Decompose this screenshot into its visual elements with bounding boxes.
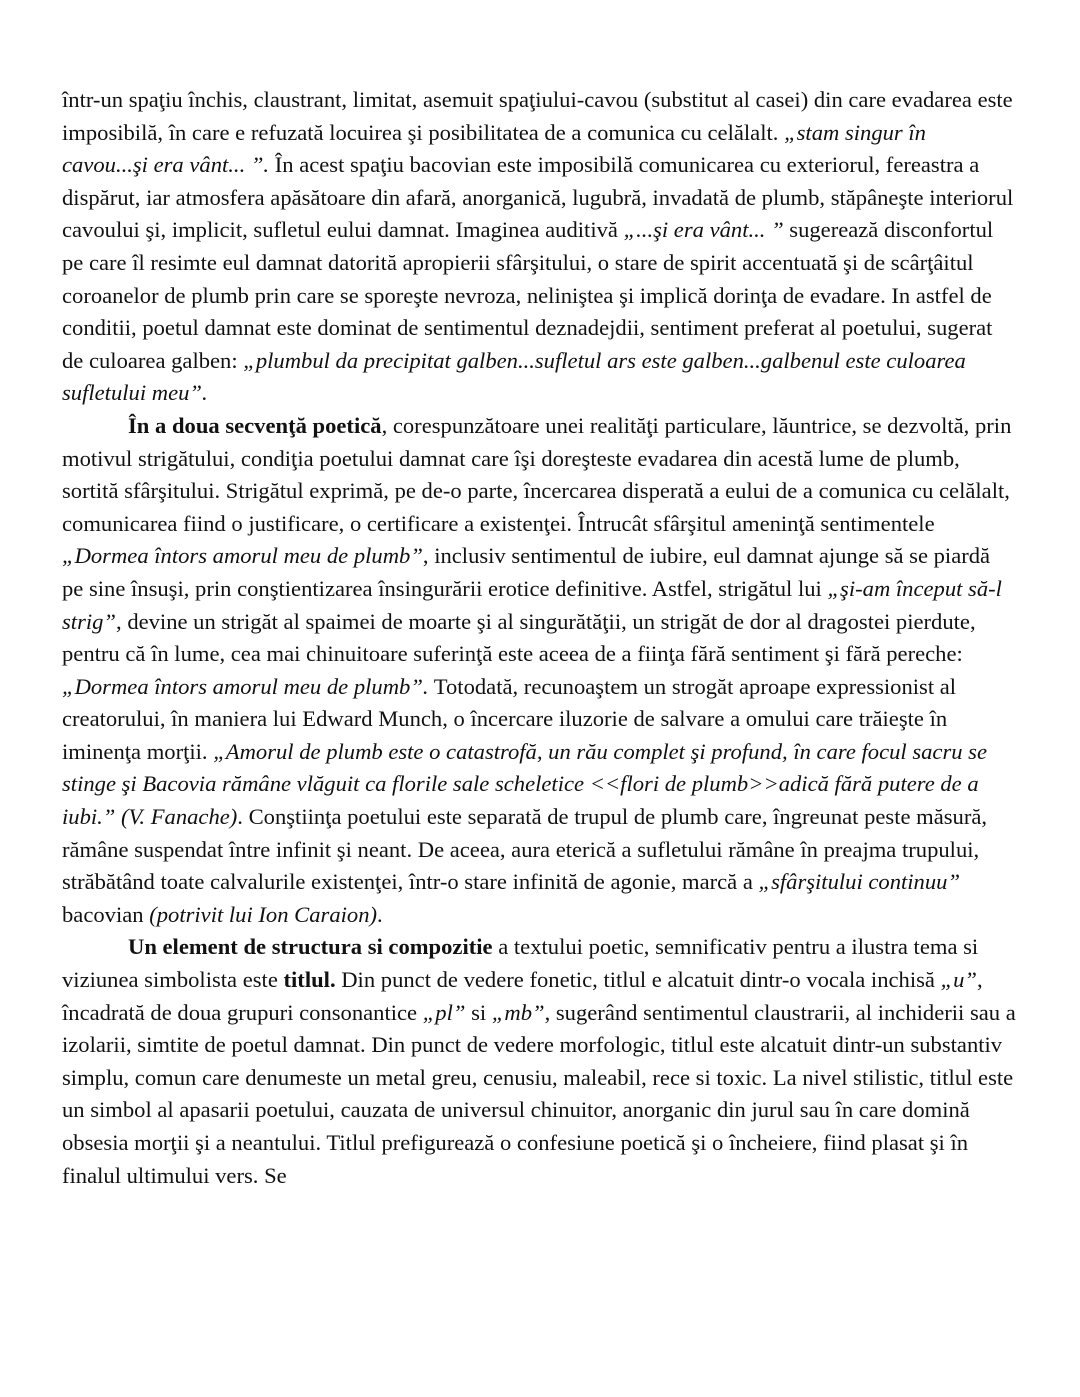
text-run: a textului poetic, semnificativ pentru a ilustra tema si viziunea simbolista este [62, 934, 979, 993]
document-page [62, 84, 1017, 1192]
text-run: . [377, 901, 383, 927]
text-run: bacovian [62, 901, 150, 927]
paragraph-first-sequence [62, 84, 1017, 410]
italic-quote-run: „Dormea întors amorul meu de plumb”. [62, 673, 429, 699]
italic-quote-run: „mb” [491, 999, 545, 1025]
text-run: într-un spaţiu închis, claustrant, limitat, asemuit spaţiului-cavou (substitut al casei) din care evadarea este imposibilă, în care e refuzată locuirea şi posibilitatea de a comunica cu celălalt. [62, 87, 1013, 145]
italic-quote-run: „...şi era vânt... ” [623, 217, 784, 243]
italic-quote-run: „sfârşitului continuu” [758, 869, 961, 895]
text-run: , inclusiv sentimentul de iubire, eul damnat ajunge să se piardă pe sine însuşi, prin conştientizarea însingurării erotice definitive. Astfel, strigătul lui [62, 543, 991, 601]
italic-quote-run: „plumbul da precipitat galben...sufletul ars este galben...galbenul este culoarea sufletului meu”. [62, 347, 966, 406]
bold-text-run: Un element de structura si compozitie [128, 934, 493, 960]
text-run: Din punct de vedere fonetic, titlul e alcatuit dintr-o vocala inchisă [335, 967, 941, 993]
bold-text-run: titlul. [283, 967, 336, 993]
italic-quote-run: „şi-am început să-l strig” [62, 575, 1002, 634]
text-run: , sugerând sentimentul claustrarii, al inchiderii sau a izolarii, simtite de poetul damnat. Din punct de vedere morfologic, titlul este alcatuit dintr-un substantiv simplu, comun care denumeste un metal greu, cenusiu, maleabil, rece si toxic. La nivel stilistic, titlul este un simbol al apasarii poetului, cauzata de universul chinuitor, anorganic din jurul sau în care domină obsesia morţii şi a neantului. Titlul prefigurează o confesiune poetică şi o încheiere, fiind plasat şi în finalul ultimului vers. Se [62, 999, 1016, 1188]
italic-quote-run: „u” [940, 967, 977, 993]
paragraph-title-analysis [62, 931, 1017, 1192]
bold-text-run: În a doua secvenţă poetică [128, 412, 382, 438]
text-run: si [465, 999, 492, 1025]
text-run: . Conştiinţa poetului este separată de trupul de plumb care, îngreunat peste măsură, rămâne suspendat între infinit şi neant. De aceea, aura eterică a sufletului rămâne în preajma trupului, străbătând toate calvalurile existenţei, într-o stare infinită de agonie, marcă a [62, 804, 988, 895]
italic-quote-run: (potrivit lui Ion Caraion) [149, 901, 378, 927]
text-run: , devine un strigăt al spaimei de moarte şi al singurătăţii, un strigăt de dor al dragostei pierdute, pentru că în lume, cea mai chinuitoare suferinţă este aceea de a fiinţa fără sentiment şi fără pereche: [62, 608, 976, 667]
italic-quote-run: „Amorul de plumb este o catastrofă, un rău complet şi profund, în care focul sacru se stinge şi Bacovia rămâne vlăguit ca florile sale scheletice <<flori de plumb>>adică fără putere de a iubi.” (V. Fanache) [62, 738, 988, 830]
italic-quote-run: „Dormea întors amorul meu de plumb” [62, 543, 423, 569]
italic-quote-run: „stam singur în cavou...şi era vânt... ”. [62, 119, 926, 178]
text-run: , corespunzătoare unei realităţi particulare, lăuntrice, se dezvoltă, prin motivul strigătului, condiţia poetului damnat care îşi doreşteste evadarea din acestă lume de plumb, sortită sfârşitului. Strigătul exprimă, pe de-o parte, încercarea disperată a eului de a comunica cu celălalt, comunicarea fiind o justificare, o certificare a existenţei. Întrucât sfârşitul ameninţă sentimentele [62, 412, 1012, 536]
text-run: sugerează disconfortul pe care îl resimte eul damnat datorită apropierii sfârşitului, o stare de spirit accentuată şi de scârţâitul coroanelor de plumb prin care se sporeşte nevroza, neliniştea şi implică dorinţa de evadare. In astfel de conditii, poetul damnat este dominat de sentimentul deznadejdii, sentiment preferat al poetului, sugerat de culoarea galben: [62, 217, 994, 373]
text-run: În acest spaţiu bacovian este imposibilă comunicarea cu exteriorul, fereastra a dispărut, iar atmosfera apăsătoare din afară, anorganică, lugubră, invadată de plumb, stăpâneşte interiorul cavoului şi, implicit, sufletul eului damnat. Imaginea auditivă [62, 152, 1014, 243]
italic-quote-run: „pl” [422, 999, 466, 1025]
paragraph-second-sequence [62, 410, 1017, 932]
text-run: , încadrată de doua grupuri consonantice [62, 967, 983, 1025]
text-run: Totodată, recunoaştem un strogăt aproape expressionist al creatorului, în maniera lui Edward Munch, o încercare iluzorie de salvare a omului care trăieşte în iminenţa morţii. [62, 673, 957, 764]
